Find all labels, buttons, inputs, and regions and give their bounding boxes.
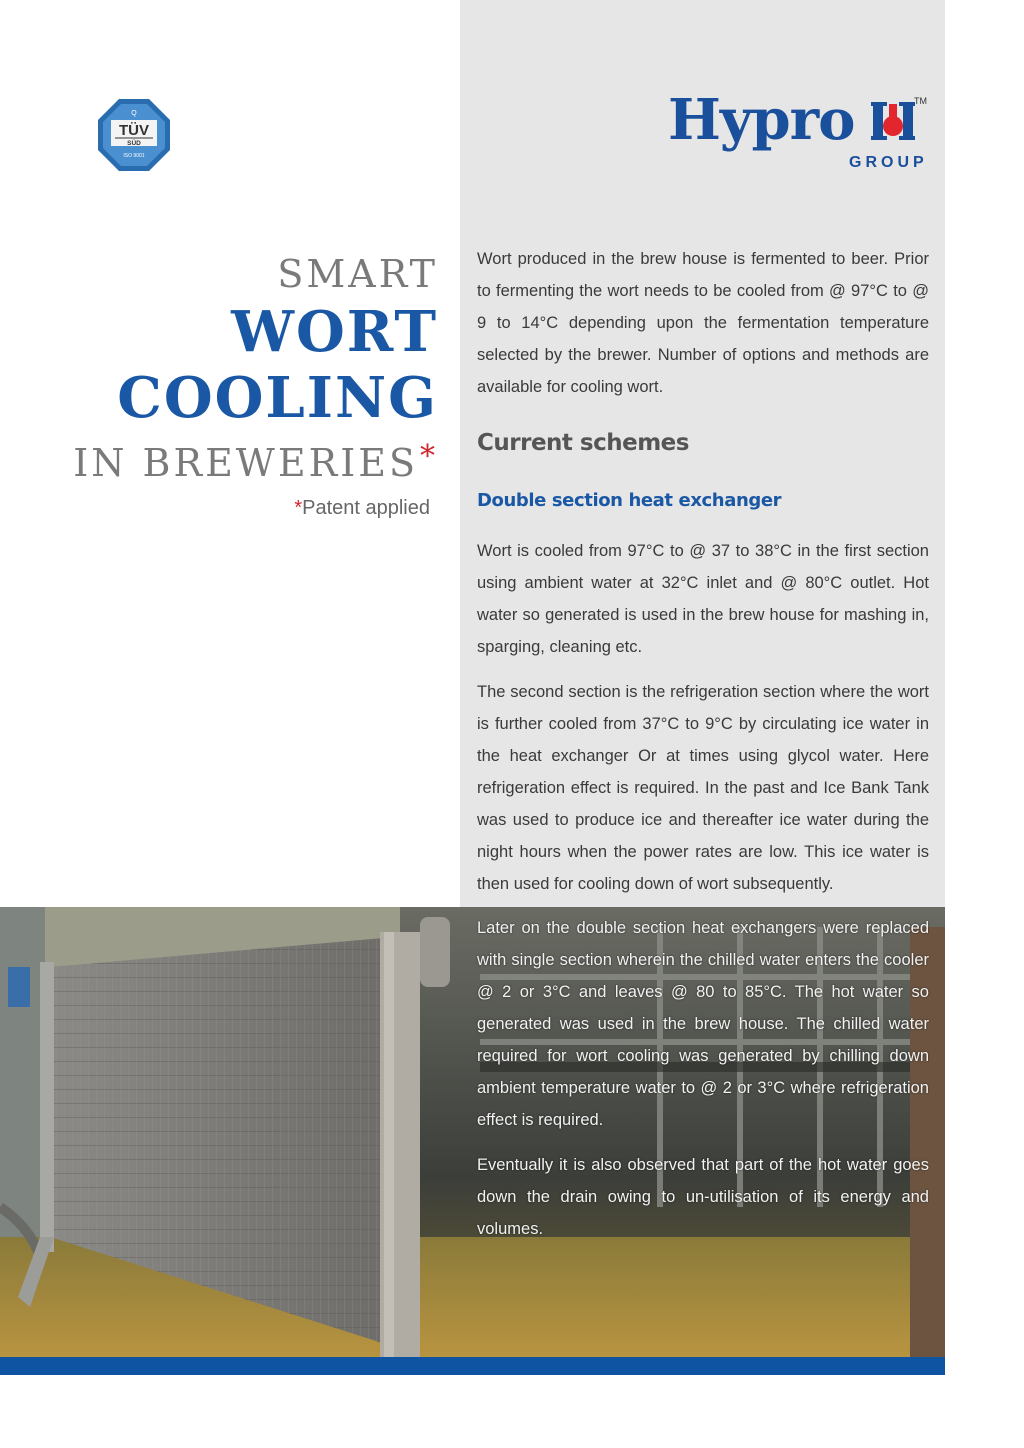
svg-text:Q: Q (131, 110, 137, 117)
intro-paragraph (477, 243, 929, 403)
trademark-symbol: TM (914, 96, 927, 106)
paragraph-text: Wort is cooled from 97°C to @ 37 to 38°C in the first section using ambient water at 32°C inlet and @ 80°C outlet. Hot water so generated is used in the brew house for mashing in, sparging, cleaning etc. (477, 542, 929, 656)
svg-text:ISO 9001: ISO 9001 (123, 153, 145, 159)
paragraph-text: The second section is the refrigeration section where the wort is further cooled from 37°C to 9°C by circulating ice water in the heat exchanger Or at times using glycol water. Here refrigeration effect is required. In the past and Ice Bank Tank was used to produce ice and thereafter ice water during the night hours when the power rates are low. This ice water is then used for cooling down of wort subsequently. (477, 683, 929, 893)
logo-group-text: GROUP (849, 154, 928, 171)
hypro-flask-h-icon (871, 100, 915, 142)
hypro-group-logo (668, 88, 938, 180)
title-cooling: COOLING (117, 365, 438, 431)
footer-blue-bar (0, 1357, 945, 1375)
paragraph-hot-water-waste (477, 1149, 929, 1245)
title-smart: SMART (277, 252, 438, 296)
title-in-breweries (73, 432, 438, 488)
tuv-sud-iso-badge-icon (97, 98, 171, 172)
paragraph-second-section (477, 676, 929, 900)
paragraph-first-section (477, 535, 929, 663)
section-heading: Current schemes (477, 430, 689, 456)
intro-text: Wort produced in the brew house is fermented to beer. Prior to fermenting the wort needs to be cooled from @ 97°C to @ 9 to 14°C depending upon the fermentation temperature selected by the brewer. Number of options and methods are available for cooling wort. (477, 250, 929, 396)
paragraph-text: Eventually it is also observed that part of the hot water goes down the drain owing to un-utilisation of its energy and volumes. (477, 1156, 929, 1238)
svg-text:TÜV: TÜV (119, 122, 149, 139)
title-breweries-text: IN BREWERIES (73, 441, 418, 485)
logo-wordmark: Hypro (668, 87, 855, 153)
footnote-star: * (294, 497, 303, 519)
document-title (73, 250, 438, 488)
paragraph-single-section (477, 912, 929, 1136)
subsection-heading: Double section heat exchanger (477, 490, 782, 511)
footnote-text: Patent applied (302, 497, 430, 519)
patent-footnote (294, 497, 430, 520)
paragraph-text: Later on the double section heat exchangers were replaced with single section wherein the chilled water enters the cooler @ 2 or 3°C and leaves @ 80 to 85°C. The hot water so generated was used in the brew house. The chilled water required for wort cooling was generated by chilling down ambient temperature water to @ 2 or 3°C where refrigeration effect is required. (477, 919, 929, 1129)
title-asterisk: * (420, 439, 438, 474)
svg-text:SÜD: SÜD (127, 140, 141, 147)
title-wort: WORT (231, 299, 438, 365)
